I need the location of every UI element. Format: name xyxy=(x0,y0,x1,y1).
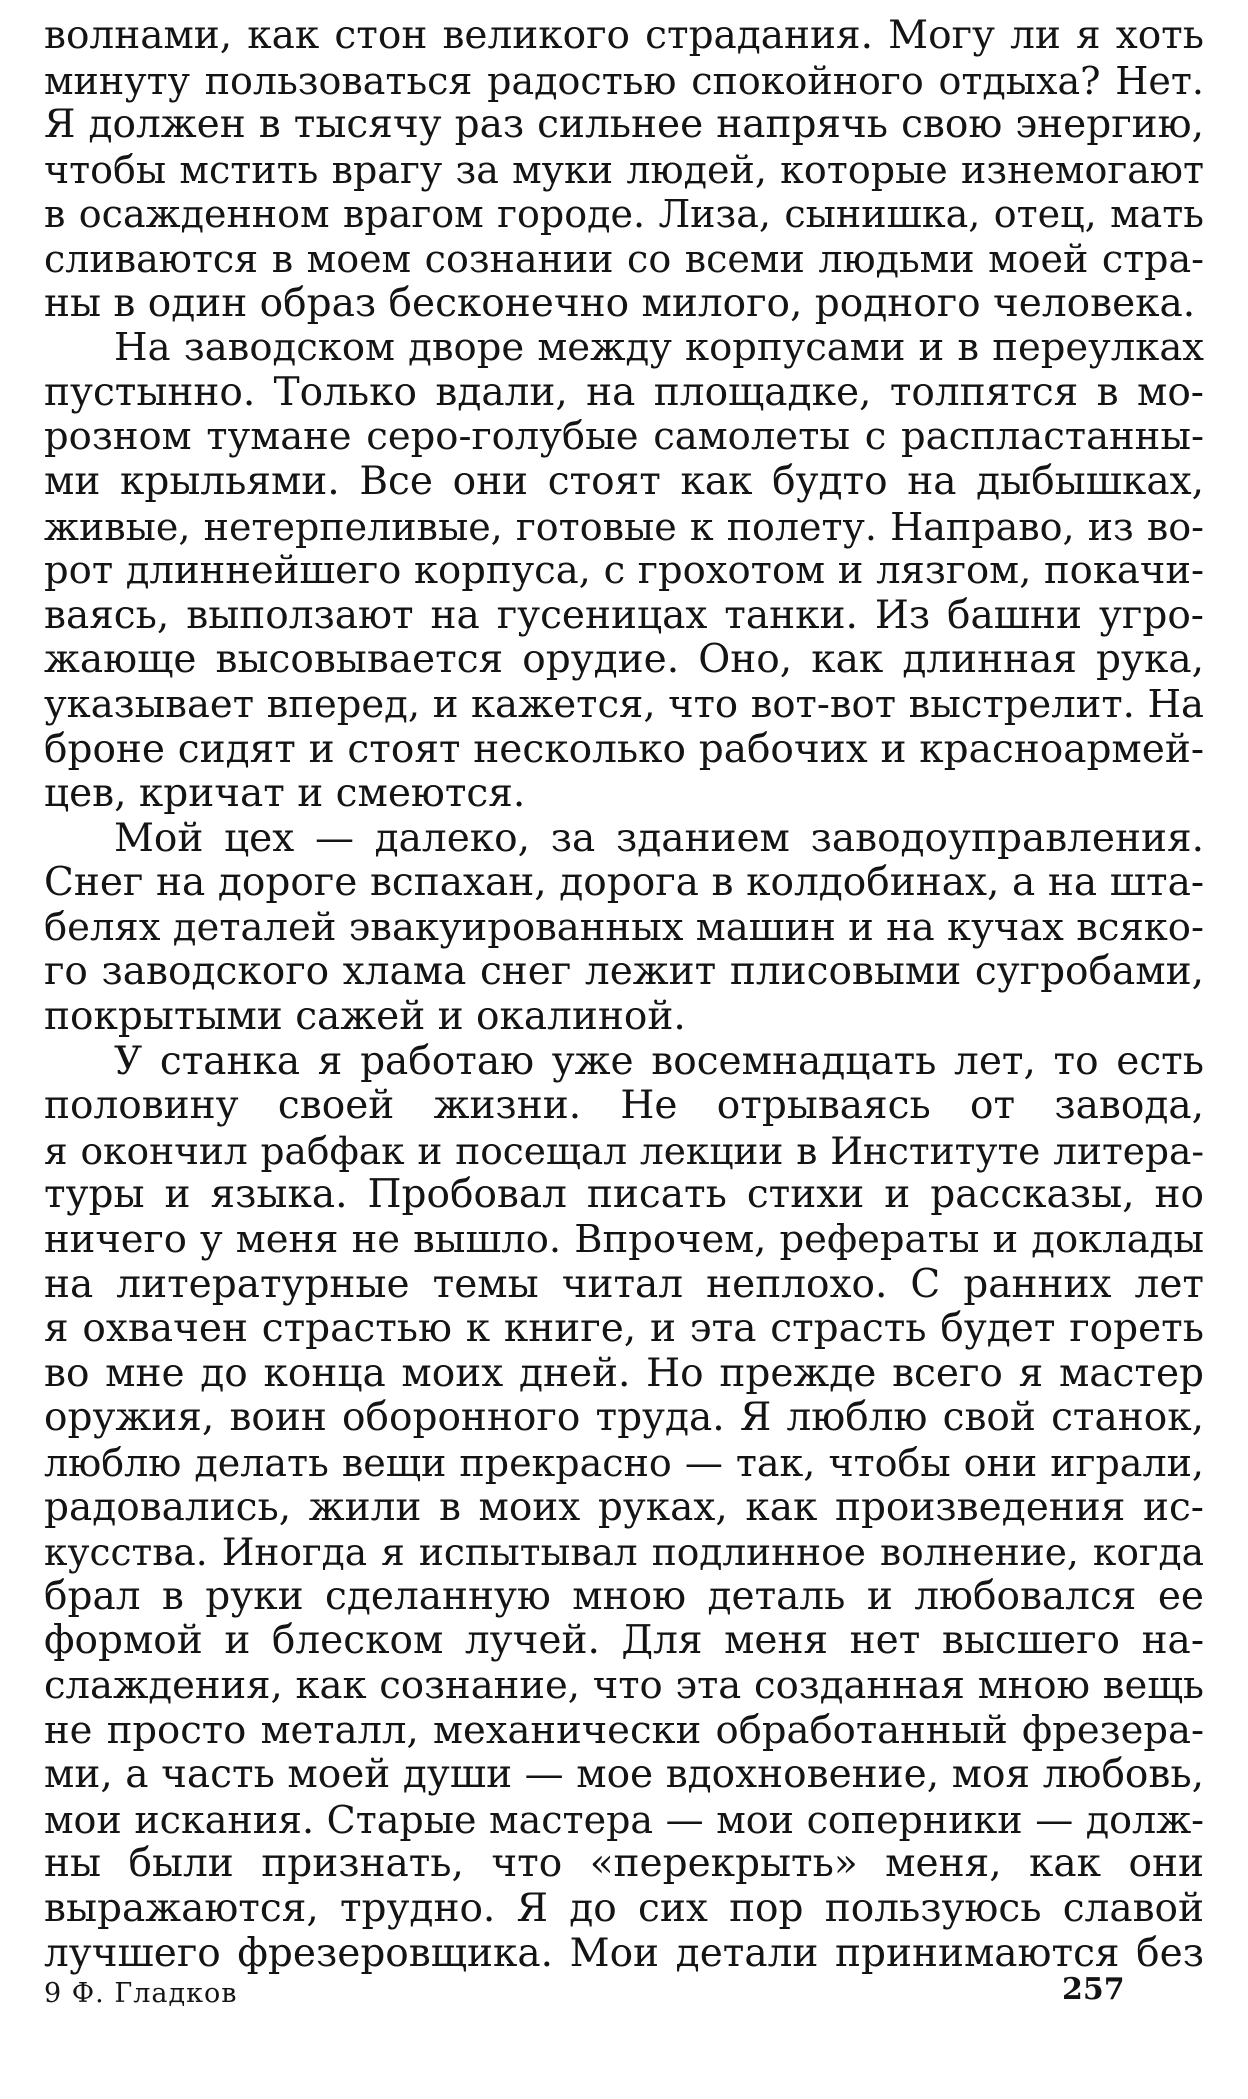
text-line: розном тумане серо-голубые самолеты с распластанны- xyxy=(44,415,1204,460)
text-line: покрытыми сажей и окалиной. xyxy=(44,995,686,1040)
page-footer xyxy=(44,1972,1204,2012)
text-line: белях деталей эвакуированных машин и на кучах всяко- xyxy=(44,905,1204,950)
text-line: на литературные темы читал неплохо. С ранних лет xyxy=(44,1262,1204,1307)
paragraph-first-line: Мой цех — далеко, за зданием заводоуправления. xyxy=(114,816,1204,861)
text-line: волнами, как стон великого страдания. Могу ли я хоть xyxy=(44,14,1204,58)
text-line: указывает вперед, и кажется, что вот-вот выстрелит. На xyxy=(44,682,1204,727)
text-line: не просто металл, механически обработанный фрезера- xyxy=(44,1708,1204,1753)
page-number: 257 xyxy=(1062,1972,1125,2007)
text-line: туры и языка. Пробовал писать стихи и рассказы, но xyxy=(44,1173,1204,1218)
text-line: брал в руки сделанную мною деталь и любовался ее xyxy=(44,1574,1204,1619)
text-line: ны в один образ бесконечно милого, родного человека. xyxy=(44,281,1196,326)
text-line: слаждения, как сознание, что эта созданная мною вещь xyxy=(44,1663,1204,1708)
text-line: ничего у меня не вышло. Впрочем, рефераты и доклады xyxy=(44,1218,1204,1263)
text-line: ми крыльями. Все они стоят как будто на дыбышках, xyxy=(44,459,1204,504)
text-line: пустынно. Только вдали, на площадке, толпятся в мо- xyxy=(44,370,1204,415)
text-line: радовались, жили в моих руках, как произведения ис- xyxy=(44,1485,1204,1530)
text-line: лучшего фрезеровщика. Мои детали принимаются без xyxy=(44,1931,1204,1976)
text-line: я охвачен страстью к книге, и эта страсть будет гореть xyxy=(44,1307,1204,1352)
text-line: половину своей жизни. Не отрываясь от завода, xyxy=(44,1084,1204,1129)
text-line: Я должен в тысячу раз сильнее напрячь свою энергию, xyxy=(44,103,1204,148)
text-line: мои искания. Старые мастера — мои соперники — долж- xyxy=(44,1797,1204,1842)
text-line: живые, нетерпеливые, готовые к полету. Направо, из во- xyxy=(44,504,1204,549)
text-line: ны были признать, что «перекрыть» меня, как они xyxy=(44,1842,1204,1887)
text-line: в осажденном врагом городе. Лиза, сынишка, отец, мать xyxy=(44,192,1204,237)
text-line: минуту пользоваться радостью спокойного отдыха? Нет. xyxy=(44,58,1204,103)
text-line: ми, а часть моей души — мое вдохновение, моя любовь, xyxy=(44,1753,1204,1798)
text-line: рот длиннейшего корпуса, с грохотом и лязгом, покачи- xyxy=(44,549,1204,594)
page-text xyxy=(44,14,1204,1976)
text-line: Снег на дороге вспахан, дорога в колдобинах, а на шта- xyxy=(44,861,1204,906)
text-line: броне сидят и стоят несколько рабочих и красноармей- xyxy=(44,727,1204,772)
paragraph-first-line: На заводском дворе между корпусами и в переулках xyxy=(114,326,1204,371)
text-line: жающе высовывается орудие. Оно, как длинная рука, xyxy=(44,638,1204,683)
text-line: ваясь, выползают на гусеницах танки. Из башни угро- xyxy=(44,593,1204,638)
text-line: я окончил рабфак и посещал лекции в Институте литера- xyxy=(44,1128,1204,1173)
text-line: во мне до конца моих дней. Но прежде всего я мастер xyxy=(44,1351,1204,1396)
text-line: кусства. Иногда я испытывал подлинное волнение, когда xyxy=(44,1530,1204,1575)
text-line: оружия, воин оборонного труда. Я люблю свой станок, xyxy=(44,1396,1204,1441)
paragraph-first-line: У станка я работаю уже восемнадцать лет, то есть xyxy=(114,1039,1204,1084)
text-line: го заводского хлама снег лежит плисовыми сугробами, xyxy=(44,950,1204,995)
text-line: цев, кричат и смеются. xyxy=(44,772,526,817)
text-line: люблю делать вещи прекрасно — так, чтобы они играли, xyxy=(44,1441,1204,1485)
text-line: сливаются в моем сознании со всеми людьми моей стра- xyxy=(44,236,1204,281)
text-line: выражаются, трудно. Я до сих пор пользуюсь славой xyxy=(44,1886,1204,1931)
text-line: формой и блеском лучей. Для меня нет высшего на- xyxy=(44,1619,1204,1664)
signature-mark: 9 Ф. Гладков xyxy=(44,1978,238,2009)
text-line: чтобы мстить врагу за муки людей, которые изнемогают xyxy=(44,147,1204,192)
